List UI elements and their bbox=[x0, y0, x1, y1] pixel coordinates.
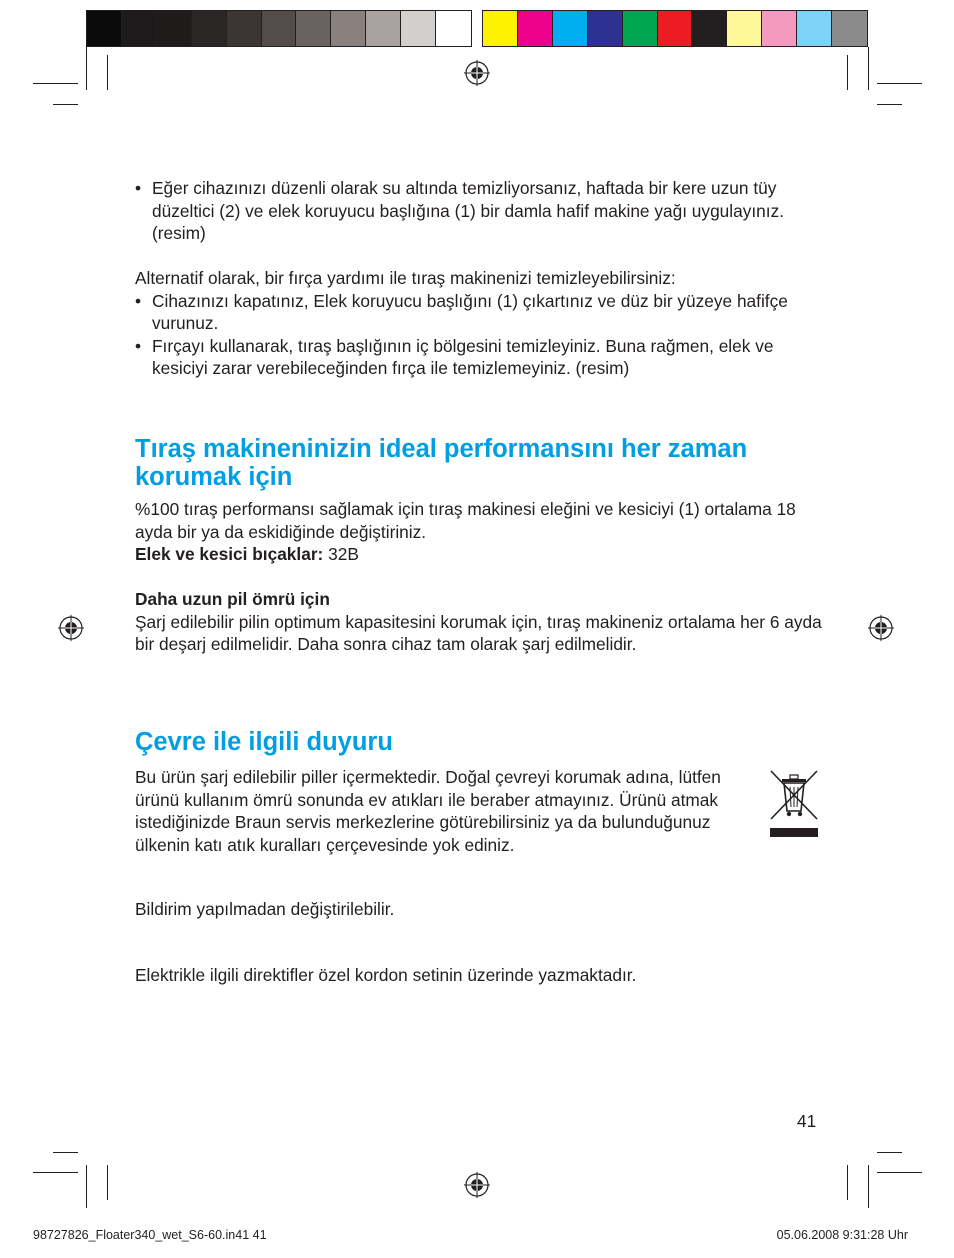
color-swatch bbox=[588, 11, 623, 46]
color-swatch bbox=[227, 11, 262, 46]
environment-section bbox=[135, 766, 763, 856]
performance-section bbox=[135, 498, 825, 566]
grayscale-color-bar bbox=[86, 10, 472, 47]
crop-mark bbox=[53, 1152, 78, 1153]
color-swatch bbox=[553, 11, 588, 46]
battery-heading: Daha uzun pil ömrü için bbox=[135, 589, 330, 609]
color-swatch bbox=[483, 11, 518, 46]
alternative-bullet-list bbox=[135, 290, 825, 380]
crop-mark bbox=[877, 104, 902, 105]
color-swatch bbox=[658, 11, 693, 46]
color-swatch bbox=[623, 11, 658, 46]
list-item: • Eğer cihazınızı düzenli olarak su altında temizliyorsanız, haftada bir kere uzun tüy düzeltici (2) ve elek koruyucu başlığına (1) bir damla hafif makine yağı uygulayınız. (resim) bbox=[135, 177, 825, 245]
color-swatch bbox=[157, 11, 192, 46]
crop-mark bbox=[877, 83, 922, 84]
color-swatch bbox=[518, 11, 553, 46]
crop-mark bbox=[868, 47, 869, 90]
crop-mark bbox=[877, 1152, 902, 1153]
color-swatch bbox=[87, 11, 122, 46]
crop-mark bbox=[877, 1172, 922, 1173]
color-swatch bbox=[122, 11, 157, 46]
color-swatch bbox=[401, 11, 436, 46]
registration-mark-icon bbox=[868, 615, 894, 641]
list-item: • Cihazınızı kapatınız, Elek koruyucu başlığını (1) çıkartınız ve düz bir yüzeye hafifçe vurunuz. bbox=[135, 290, 825, 335]
crop-mark bbox=[847, 1165, 848, 1200]
notice-change: Bildirim yapılmadan değiştirilebilir. bbox=[135, 899, 395, 919]
color-swatch bbox=[797, 11, 832, 46]
crop-mark bbox=[86, 47, 87, 90]
registration-mark-icon bbox=[58, 615, 84, 641]
parts-label: Elek ve kesici bıçaklar: bbox=[135, 544, 324, 564]
crop-mark bbox=[86, 1165, 87, 1208]
page-number: 41 bbox=[797, 1111, 817, 1131]
crop-mark bbox=[107, 1165, 108, 1200]
footer-file-info: 98727826_Floater340_wet_S6-60.in41 41 bbox=[33, 1228, 267, 1242]
performance-heading: Tıraş makineninizin ideal performansını her zaman korumak için bbox=[135, 435, 748, 491]
parts-line bbox=[135, 543, 825, 566]
alternative-cleaning-section bbox=[135, 267, 825, 380]
crop-mark bbox=[33, 83, 78, 84]
intro-section bbox=[135, 177, 825, 245]
environment-heading: Çevre ile ilgili duyuru bbox=[135, 728, 393, 756]
color-swatch bbox=[762, 11, 797, 46]
performance-text: %100 tıraş performansı sağlamak için tıraş makinesi eleğini ve kesiciyi (1) ortalama 18 ayda bir ya da eskidiğinde değiştiriniz. bbox=[135, 499, 796, 542]
alternative-intro: Alternatif olarak, bir fırça yardımı ile tıraş makinenizi temizleyebilirsiniz: bbox=[135, 268, 676, 288]
color-swatch bbox=[296, 11, 331, 46]
registration-mark-icon bbox=[464, 1172, 490, 1198]
crop-mark bbox=[53, 104, 78, 105]
color-swatch bbox=[366, 11, 401, 46]
crop-mark bbox=[868, 1165, 869, 1208]
footer-timestamp: 05.06.2008 9:31:28 Uhr bbox=[776, 1228, 908, 1242]
crop-mark bbox=[847, 55, 848, 90]
color-swatch bbox=[692, 11, 727, 46]
color-swatch bbox=[832, 11, 867, 46]
color-swatch bbox=[262, 11, 297, 46]
crop-mark bbox=[107, 55, 108, 90]
crop-mark bbox=[33, 1172, 78, 1173]
environment-text: Bu ürün şarj edilebilir piller içermektedir. Doğal çevreyi korumak adına, lütfen ürünü kullanım ömrü sonunda ev atıkları ile beraber atmayınız. Ürünü atmak istediğinizde Braun servis merkezlerine götürebilirsiniz ya da bulunduğunuz ülkenin katı atık kuralları çerçevesinde yok ediniz. bbox=[135, 767, 721, 855]
intro-bullet-list bbox=[135, 177, 825, 245]
color-swatch bbox=[727, 11, 762, 46]
process-color-bar bbox=[482, 10, 868, 47]
crossed-out-bin-icon bbox=[768, 767, 820, 839]
list-item: • Fırçayı kullanarak, tıraş başlığının iç bölgesini temizleyiniz. Buna rağmen, elek ve kesiciyi zarar verebileceğinden fırça ile temizlemeyiniz. (resim) bbox=[135, 335, 825, 380]
color-swatch bbox=[331, 11, 366, 46]
battery-section bbox=[135, 588, 825, 656]
registration-mark-icon bbox=[464, 60, 490, 86]
parts-value: 32B bbox=[323, 544, 359, 564]
color-swatch bbox=[192, 11, 227, 46]
color-swatch bbox=[436, 11, 471, 46]
notice-electrical: Elektrikle ilgili direktifler özel kordon setinin üzerinde yazmaktadır. bbox=[135, 965, 637, 985]
battery-text: Şarj edilebilir pilin optimum kapasitesini korumak için, tıraş makineniz ortalama her 6 ayda bir deşarj edilmelidir. Daha sonra cihaz tam olarak şarj edilmelidir. bbox=[135, 611, 822, 654]
